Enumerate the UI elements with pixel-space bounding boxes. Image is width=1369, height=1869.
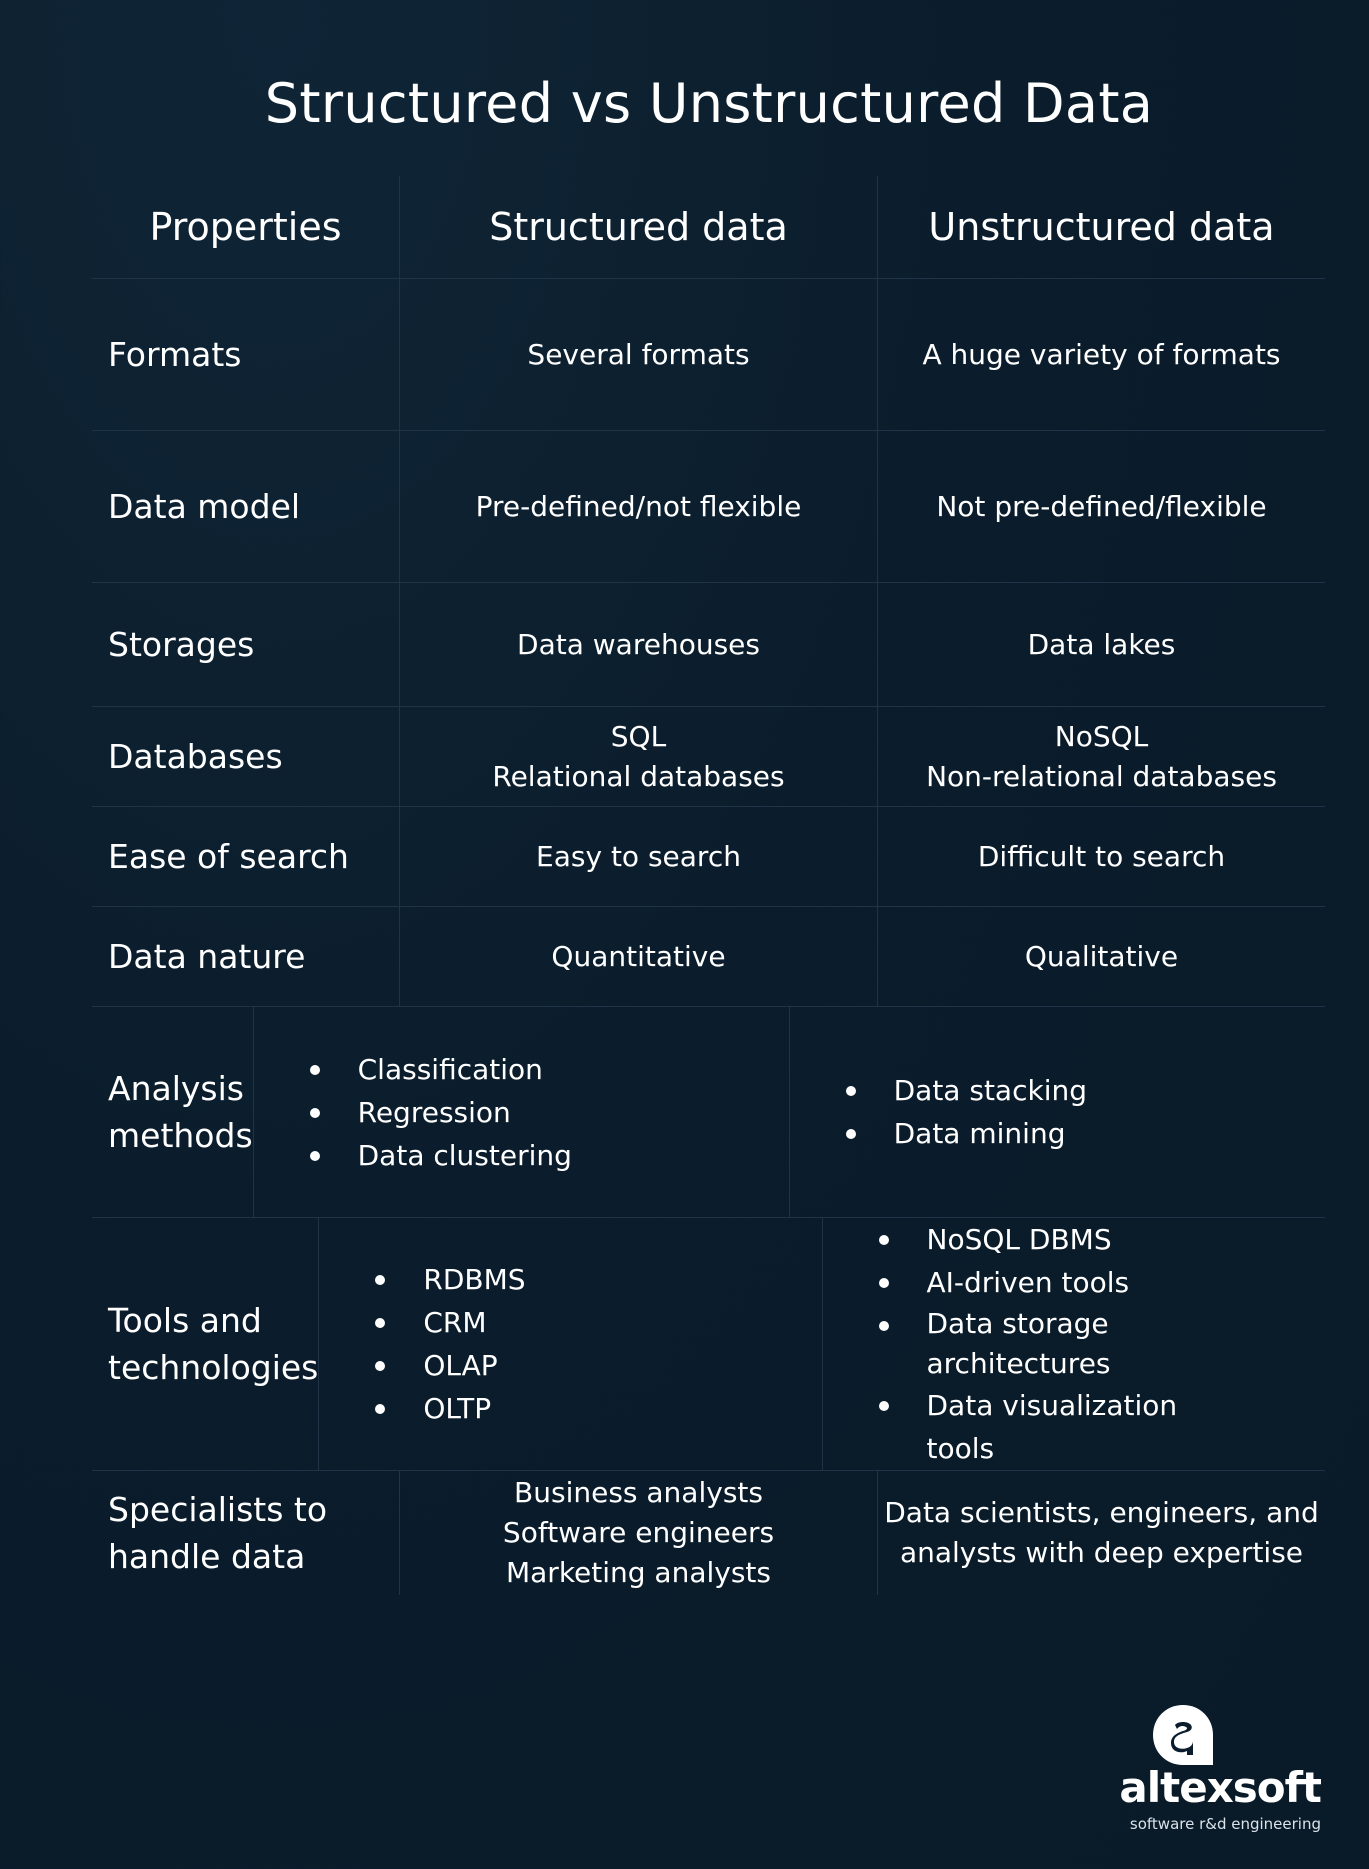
bullet-list [304,1048,572,1177]
bullet-list [840,1069,1087,1155]
table-row-tools [92,1218,1325,1471]
list-item: Data visualization tools [873,1384,1213,1470]
row-label-databases: Databases [92,707,400,806]
list-item: Data stacking [840,1069,1087,1112]
row-label-data-model: Data model [92,431,400,582]
data-nature-unstructured: Qualitative [1024,939,1179,973]
table-row-specialists [92,1471,1325,1595]
row-label-specialists [92,1471,400,1595]
table-header-row [92,176,1325,279]
row-label-line: Tools and [108,1301,262,1340]
databases-structured-line: SQL [610,719,667,753]
altexsoft-logo [1091,1703,1321,1843]
list-item: OLAP [369,1344,525,1387]
specialists-structured-line: Software engineers [502,1516,775,1549]
table-row-databases [92,707,1325,807]
list-item: AI-driven tools [873,1261,1213,1304]
databases-structured-line: Relational databases [492,759,785,793]
list-item: Data clustering [304,1134,572,1177]
page-title: Structured vs Unstructured Data [264,72,1154,135]
table-row-formats [92,279,1325,431]
specialists-unstructured [878,1471,1325,1595]
list-item: OLTP [369,1387,525,1430]
list-item: NoSQL DBMS [873,1218,1213,1261]
header-properties: Properties [92,176,400,278]
tools-structured [319,1218,822,1470]
specialists-unstructured-line: Data scientists, engineers, and [884,1496,1319,1529]
header-structured: Structured data [400,176,878,278]
specialists-unstructured-line: analysts with deep expertise [899,1536,1304,1569]
row-label-storages: Storages [92,583,400,706]
altexsoft-logo-icon [1151,1703,1215,1767]
row-label-line: handle data [108,1537,306,1576]
header-unstructured: Unstructured data [928,205,1275,249]
list-item: RDBMS [369,1258,525,1301]
table-row-storages [92,583,1325,707]
storages-structured: Data warehouses [400,583,878,706]
analysis-methods-unstructured [790,1007,1325,1217]
row-label-analysis-methods: Analysis methods [92,1007,254,1217]
databases-unstructured-line: Non-relational databases [926,759,1277,793]
table-row-analysis-methods [92,1007,1325,1218]
databases-structured [400,707,878,806]
formats-unstructured: A huge variety of formats [922,337,1281,371]
analysis-methods-structured [254,1007,790,1217]
logo-wordmark: altexsoft [1119,1763,1321,1812]
list-item: Data mining [840,1112,1087,1155]
row-label-line: technologies [108,1348,319,1387]
data-nature-structured: Quantitative [400,907,878,1006]
specialists-structured [400,1471,878,1595]
table-row-data-nature [92,907,1325,1007]
databases-unstructured-line: NoSQL [1054,719,1149,753]
data-model-structured: Pre-defined/not flexible [400,431,878,582]
bullet-list [369,1258,525,1430]
list-item: CRM [369,1301,525,1344]
list-item: Data storage architectures [873,1304,1213,1384]
specialists-structured-line: Business analysts [514,1476,763,1509]
tools-unstructured [823,1218,1326,1470]
formats-structured: Several formats [400,279,878,430]
logo-tagline: software r&d engineering [1129,1815,1321,1833]
data-model-unstructured: Not pre-defined/flexible [936,489,1267,523]
row-label-line: Specialists to [108,1490,328,1529]
specialists-structured-line: Marketing analysts [505,1556,771,1589]
storages-unstructured: Data lakes [1027,627,1176,661]
list-item: Classification [304,1048,572,1091]
list-item: Regression [304,1091,572,1134]
row-label-tools [92,1218,319,1470]
table-row-data-model [92,431,1325,583]
databases-unstructured [878,707,1325,806]
row-label-formats: Formats [92,279,400,430]
row-label-ease-of-search: Ease of search [92,807,400,906]
comparison-table [92,176,1325,1595]
row-label-data-nature: Data nature [92,907,400,1006]
ease-of-search-unstructured: Difficult to search [977,839,1226,873]
bullet-list [873,1218,1213,1470]
ease-of-search-structured: Easy to search [400,807,878,906]
table-row-ease-of-search [92,807,1325,907]
